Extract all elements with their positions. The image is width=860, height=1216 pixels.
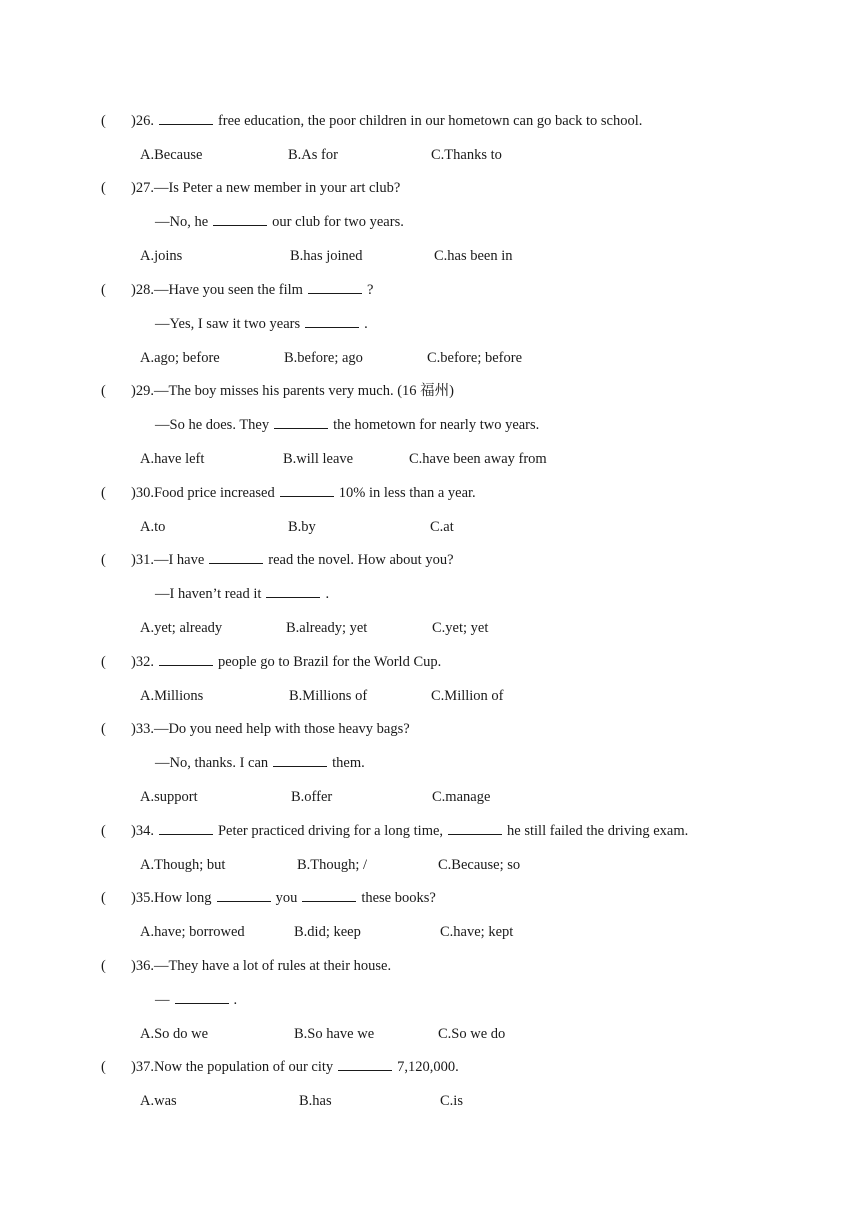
- answer-paren: (: [101, 654, 106, 670]
- question-text: ?: [366, 282, 374, 298]
- reply-tail: them.: [332, 755, 365, 771]
- reply-tail: the hometown for nearly two years.: [333, 417, 540, 433]
- question-stem: [131, 550, 454, 570]
- answer-option[interactable]: B.has: [299, 1093, 332, 1109]
- question-stem: [131, 280, 373, 300]
- question-text: )36.—They have a lot of rules at their house.: [131, 958, 392, 974]
- question-text: )37.Now the population of our city: [131, 1059, 334, 1075]
- reply-lead: —No, thanks. I can: [155, 755, 269, 771]
- answer-option[interactable]: B.by: [288, 519, 316, 535]
- answer-blank[interactable]: [159, 111, 213, 125]
- answer-paren: (: [101, 383, 106, 399]
- answer-option[interactable]: B.As for: [288, 147, 338, 163]
- answer-blank[interactable]: [266, 584, 320, 598]
- answer-option[interactable]: C.have; kept: [440, 924, 514, 940]
- question-stem: [131, 821, 688, 841]
- answer-blank[interactable]: [274, 415, 328, 429]
- answer-paren: (: [101, 552, 106, 568]
- answer-blank[interactable]: [213, 212, 267, 226]
- reply-text: [155, 212, 404, 232]
- answer-option[interactable]: A.Millions: [140, 688, 204, 704]
- question-stem: [131, 888, 436, 908]
- answer-option[interactable]: C.So we do: [438, 1026, 506, 1042]
- answer-paren: (: [101, 282, 106, 298]
- question-stem: [131, 111, 642, 131]
- question-text: 7,120,000.: [397, 1059, 459, 1075]
- question-text: he still failed the driving exam.: [507, 823, 689, 839]
- answer-option[interactable]: C.manage: [432, 789, 491, 805]
- question-stem: [131, 1057, 459, 1077]
- answer-paren: (: [101, 721, 106, 737]
- answer-option[interactable]: C.Because; so: [438, 857, 521, 873]
- answer-option[interactable]: A.was: [140, 1093, 177, 1109]
- reply-tail: .: [325, 586, 330, 602]
- answer-option[interactable]: A.ago; before: [140, 350, 220, 366]
- reply-lead: —Yes, I saw it two years: [155, 316, 301, 332]
- question-stem: [131, 652, 441, 672]
- question-text: )30.Food price increased: [131, 485, 275, 501]
- reply-lead: —: [155, 992, 170, 1008]
- answer-blank[interactable]: [159, 652, 213, 666]
- answer-option[interactable]: A.have; borrowed: [140, 924, 245, 940]
- answer-paren: (: [101, 485, 106, 501]
- question-stem: [131, 381, 454, 401]
- answer-option[interactable]: C.Thanks to: [431, 147, 502, 163]
- answer-option[interactable]: B.has joined: [290, 248, 363, 264]
- answer-option[interactable]: A.So do we: [140, 1026, 209, 1042]
- answer-option[interactable]: A.joins: [140, 248, 183, 264]
- answer-option[interactable]: A.have left: [140, 451, 205, 467]
- answer-paren: (: [101, 958, 106, 974]
- answer-blank[interactable]: [217, 888, 271, 902]
- answer-blank[interactable]: [305, 314, 359, 328]
- question-text: these books?: [361, 890, 436, 906]
- answer-blank[interactable]: [175, 990, 229, 1004]
- reply-text: [155, 415, 539, 435]
- answer-blank[interactable]: [273, 753, 327, 767]
- reply-text: [155, 753, 365, 773]
- reply-lead: —No, he: [155, 214, 209, 230]
- answer-paren: (: [101, 1059, 106, 1075]
- reply-lead: —So he does. They: [155, 417, 270, 433]
- answer-option[interactable]: C.at: [430, 519, 454, 535]
- answer-option[interactable]: B.offer: [291, 789, 333, 805]
- question-text: read the novel. How about you?: [268, 552, 454, 568]
- question-text: )27.—Is Peter a new member in your art club?: [131, 180, 401, 196]
- answer-option[interactable]: B.did; keep: [294, 924, 361, 940]
- answer-blank[interactable]: [302, 888, 356, 902]
- answer-option[interactable]: C.yet; yet: [432, 620, 489, 636]
- question-text: Peter practiced driving for a long time,: [217, 823, 444, 839]
- answer-paren: (: [101, 823, 106, 839]
- answer-option[interactable]: B.Millions of: [289, 688, 368, 704]
- answer-option[interactable]: C.before; before: [427, 350, 523, 366]
- answer-option[interactable]: A.Though; but: [140, 857, 226, 873]
- answer-blank[interactable]: [209, 550, 263, 564]
- answer-option[interactable]: A.yet; already: [140, 620, 223, 636]
- answer-option[interactable]: B.So have we: [294, 1026, 375, 1042]
- answer-blank[interactable]: [308, 280, 362, 294]
- answer-option[interactable]: B.will leave: [283, 451, 354, 467]
- answer-blank[interactable]: [159, 821, 213, 835]
- question-number: )26.: [131, 113, 154, 129]
- answer-option[interactable]: C.has been in: [434, 248, 513, 264]
- question-number: )32.: [131, 654, 154, 670]
- question-stem: [131, 178, 400, 198]
- question-text: )33.—Do you need help with those heavy bags?: [131, 721, 410, 737]
- question-text: )31.—I have: [131, 552, 205, 568]
- answer-option[interactable]: C.is: [440, 1093, 463, 1109]
- answer-blank[interactable]: [280, 483, 334, 497]
- question-text: )35.How long: [131, 890, 212, 906]
- question-text: )29.—The boy misses his parents very much. (16 福州): [131, 383, 454, 399]
- answer-blank[interactable]: [338, 1057, 392, 1071]
- answer-option[interactable]: A.support: [140, 789, 198, 805]
- answer-option[interactable]: A.to: [140, 519, 166, 535]
- reply-tail: .: [233, 992, 238, 1008]
- question-text: 10% in less than a year.: [338, 485, 476, 501]
- question-text: people go to Brazil for the World Cup.: [217, 654, 442, 670]
- answer-option[interactable]: B.before; ago: [284, 350, 363, 366]
- question-stem: [131, 956, 391, 976]
- answer-paren: (: [101, 180, 106, 196]
- reply-text: [155, 990, 237, 1010]
- question-number: )34.: [131, 823, 154, 839]
- question-stem: [131, 483, 476, 503]
- reply-text: [155, 314, 368, 334]
- question-text: free education, the poor children in our hometown can go back to school.: [217, 113, 643, 129]
- question-text: )28.—Have you seen the film: [131, 282, 303, 298]
- answer-option[interactable]: B.Though; /: [297, 857, 368, 873]
- answer-option[interactable]: B.already; yet: [286, 620, 368, 636]
- reply-tail: our club for two years.: [272, 214, 404, 230]
- answer-option[interactable]: C.have been away from: [409, 451, 547, 467]
- question-stem: [131, 719, 410, 739]
- reply-tail: .: [364, 316, 368, 332]
- answer-paren: (: [101, 890, 106, 906]
- answer-option[interactable]: C.Million of: [431, 688, 504, 704]
- answer-blank[interactable]: [448, 821, 502, 835]
- reply-text: [155, 584, 329, 604]
- answer-option[interactable]: A.Because: [140, 147, 203, 163]
- question-text: you: [275, 890, 298, 906]
- reply-lead: —I haven’t read it: [155, 586, 262, 602]
- answer-paren: (: [101, 113, 106, 129]
